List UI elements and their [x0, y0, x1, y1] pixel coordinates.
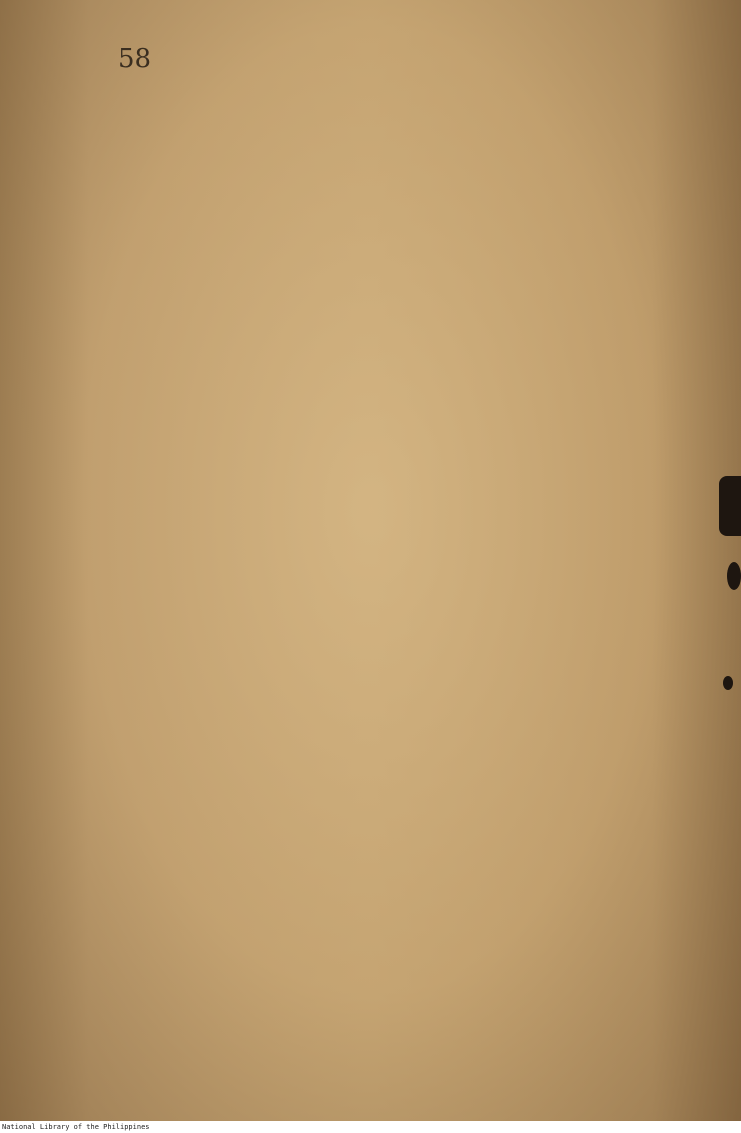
page-number: 58 [118, 44, 152, 74]
page-edge-mark [727, 562, 741, 590]
page-edge-mark [719, 476, 741, 536]
page-edge-mark [723, 676, 733, 690]
footer-credit: National Library of the Philippines [0, 1121, 741, 1133]
